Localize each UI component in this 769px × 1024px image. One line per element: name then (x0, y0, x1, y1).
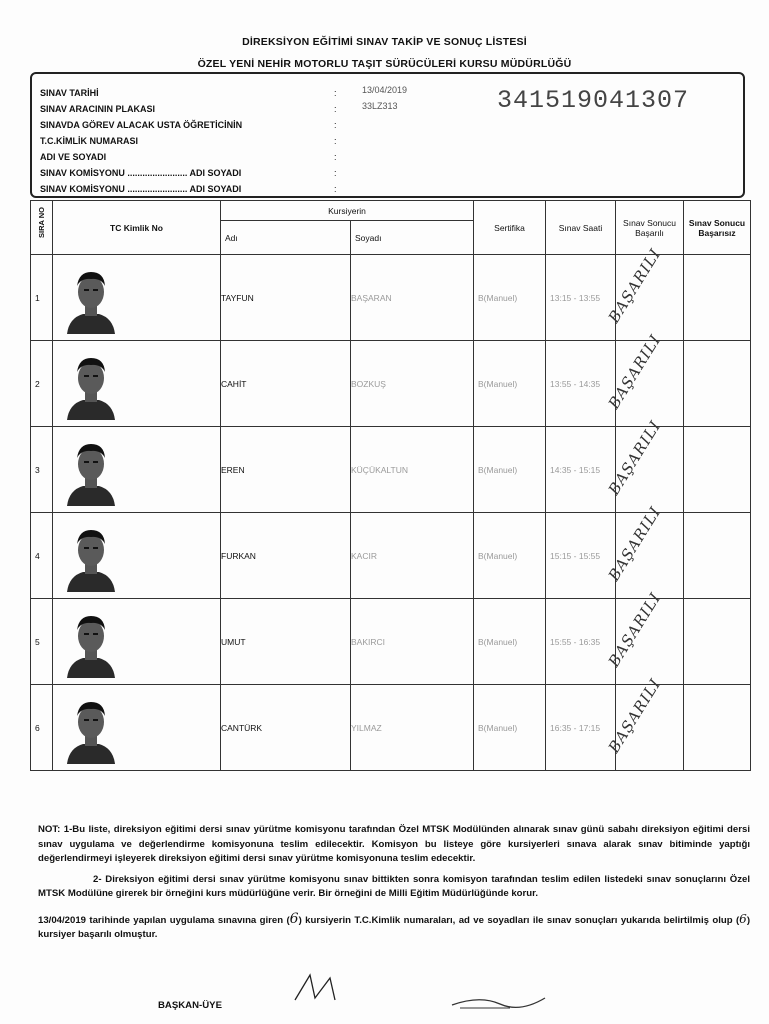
signature-scribble (450, 990, 550, 1020)
certificate: B(Manuel) (474, 685, 546, 771)
first-name: UMUT (221, 599, 351, 685)
info-label-committee: SINAV KOMİSYONU ........................ ADI SOYADI (40, 168, 242, 178)
handwritten-result: BAŞARILI (604, 417, 665, 498)
last-name: YILMAZ (351, 685, 474, 771)
last-name: BAŞARAN (351, 255, 474, 341)
tc-cell (53, 255, 221, 341)
info-colon: : (334, 152, 337, 162)
last-name: KÜÇÜKALTUN (351, 427, 474, 513)
note-paragraph-3: 13/04/2019 tarihinde yapılan uygulama sınavına giren (6) kursiyerin T.C.Kimlik numaraları, ad ve soyadları ile sınav sonuçları yukarıda belirtilmiş olup (6) kursiyer başarılı olmuştur. (38, 910, 751, 940)
certificate: B(Manuel) (474, 341, 546, 427)
person-photo (53, 262, 220, 334)
header-sira: SIRA NO (31, 201, 53, 255)
exam-time: 13:15 - 13:55 (546, 255, 616, 341)
tc-cell (53, 341, 221, 427)
certificate: B(Manuel) (474, 599, 546, 685)
row-number: 3 (31, 427, 53, 513)
info-label-plate: SINAV ARACININ PLAKASI (40, 104, 156, 114)
info-colon: : (334, 136, 337, 146)
header-basarili: Sınav Sonucu Başarılı (616, 201, 684, 255)
row-number: 5 (31, 599, 53, 685)
header-adi: Adı (221, 221, 351, 255)
exam-time: 15:15 - 15:55 (546, 513, 616, 599)
last-name: KACIR (351, 513, 474, 599)
exam-time: 13:55 - 14:35 (546, 341, 616, 427)
info-label-tc: T.C.KİMLİK NUMARASI (40, 136, 138, 146)
school-title: ÖZEL YENİ NEHİR MOTORLU TAŞIT SÜRÜCÜLERİ KURSU MÜDÜRLÜĞÜ (197, 58, 572, 70)
handwritten-count: 6 (739, 911, 747, 926)
info-colon: : (334, 184, 337, 194)
info-colon: : (334, 120, 337, 130)
handwritten-result: BAŞARILI (604, 503, 665, 584)
handwritten-result: BAŞARILI (604, 245, 665, 326)
last-name: BAKIRCI (351, 599, 474, 685)
notes-block (38, 823, 750, 943)
handwritten-result: BAŞARILI (604, 589, 665, 670)
person-photo (53, 520, 220, 592)
person-photo (53, 434, 220, 506)
info-label-date: SINAV TARİHİ (40, 88, 99, 98)
certificate: B(Manuel) (474, 255, 546, 341)
exam-info-box (30, 72, 745, 198)
result-failed-cell (684, 685, 751, 771)
info-label-instructor: SINAVDA GÖREV ALACAK USTA ÖĞRETİCİNİN (40, 120, 243, 130)
info-colon: : (334, 104, 337, 114)
header-soyadi: Soyadı (351, 221, 474, 255)
first-name: FURKAN (221, 513, 351, 599)
person-photo (53, 692, 220, 764)
last-name: BOZKUŞ (351, 341, 474, 427)
header-basarisiz: Sınav Sonucu Başarısız (684, 201, 751, 255)
plate-value: 33LZ313 (362, 101, 398, 111)
signature-label: BAŞKAN-ÜYE (158, 1000, 222, 1011)
certificate: B(Manuel) (474, 427, 546, 513)
result-failed-cell (684, 341, 751, 427)
first-name: TAYFUN (221, 255, 351, 341)
first-name: EREN (221, 427, 351, 513)
info-label-committee: SINAV KOMİSYONU ........................ ADI SOYADI (40, 184, 242, 194)
header-kursiyer: Kursiyerin (221, 201, 474, 221)
tc-cell (53, 599, 221, 685)
tc-cell (53, 685, 221, 771)
header-sertifika: Sertifika (474, 201, 546, 255)
person-photo (53, 606, 220, 678)
tc-cell (53, 427, 221, 513)
row-number: 6 (31, 685, 53, 771)
exam-time: 15:55 - 16:35 (546, 599, 616, 685)
certificate: B(Manuel) (474, 513, 546, 599)
info-label-name: ADI VE SOYADI (40, 152, 107, 162)
signature-scribble (290, 970, 350, 1010)
result-failed-cell (684, 427, 751, 513)
first-name: CANTÜRK (221, 685, 351, 771)
handwritten-result: BAŞARILI (604, 675, 665, 756)
exam-date-value: 13/04/2019 (362, 85, 408, 95)
note-paragraph-2: 2- Direksiyon eğitimi dersi sınav yürütme komisyonu sınav bittikten sonra komisyon tarafından teslim edilen listedeki sınav sonuçlarını Özel MTSK Modülüne girerek bir örneğini kurs müdürlüğüne verir. Bir örneğini de Milli Eğitim Müdürlüğünde korur. (38, 873, 750, 899)
handwritten-result: BAŞARILI (604, 331, 665, 412)
row-number: 4 (31, 513, 53, 599)
result-failed-cell (684, 513, 751, 599)
header-tc: TC Kimlik No (53, 201, 221, 255)
document-title: DİREKSİYON EĞİTİMİ SINAV TAKİP VE SONUÇ LİSTESİ (242, 36, 527, 48)
info-colon: : (334, 88, 337, 98)
handwritten-count: 6 (289, 910, 299, 927)
person-photo (53, 348, 220, 420)
header-saat: Sınav Saati (546, 201, 616, 255)
result-failed-cell (684, 599, 751, 685)
result-failed-cell (684, 255, 751, 341)
first-name: CAHİT (221, 341, 351, 427)
row-number: 2 (31, 341, 53, 427)
exam-number: 341519041307 (497, 86, 690, 115)
exam-time: 14:35 - 15:15 (546, 427, 616, 513)
row-number: 1 (31, 255, 53, 341)
tc-cell (53, 513, 221, 599)
info-colon: : (334, 168, 337, 178)
exam-time: 16:35 - 17:15 (546, 685, 616, 771)
note-paragraph-1: NOT: 1-Bu liste, direksiyon eğitimi dersi sınav yürütme komisyonu tarafından Özel MTSK Modülünden alınarak sınav günü sabahı direksiyon eğitimi dersi sınav uygulama ve değerlendirme komisyonuna teslim edilecektir. Komisyon bu listeye göre kursiyerleri sınava alarak sınav bitiminde yaptığı değerlendirmeyi işleyerek direksiyon eğitimi dersi sınav yürütme komisyonuna teslim edecektir. (38, 824, 750, 864)
